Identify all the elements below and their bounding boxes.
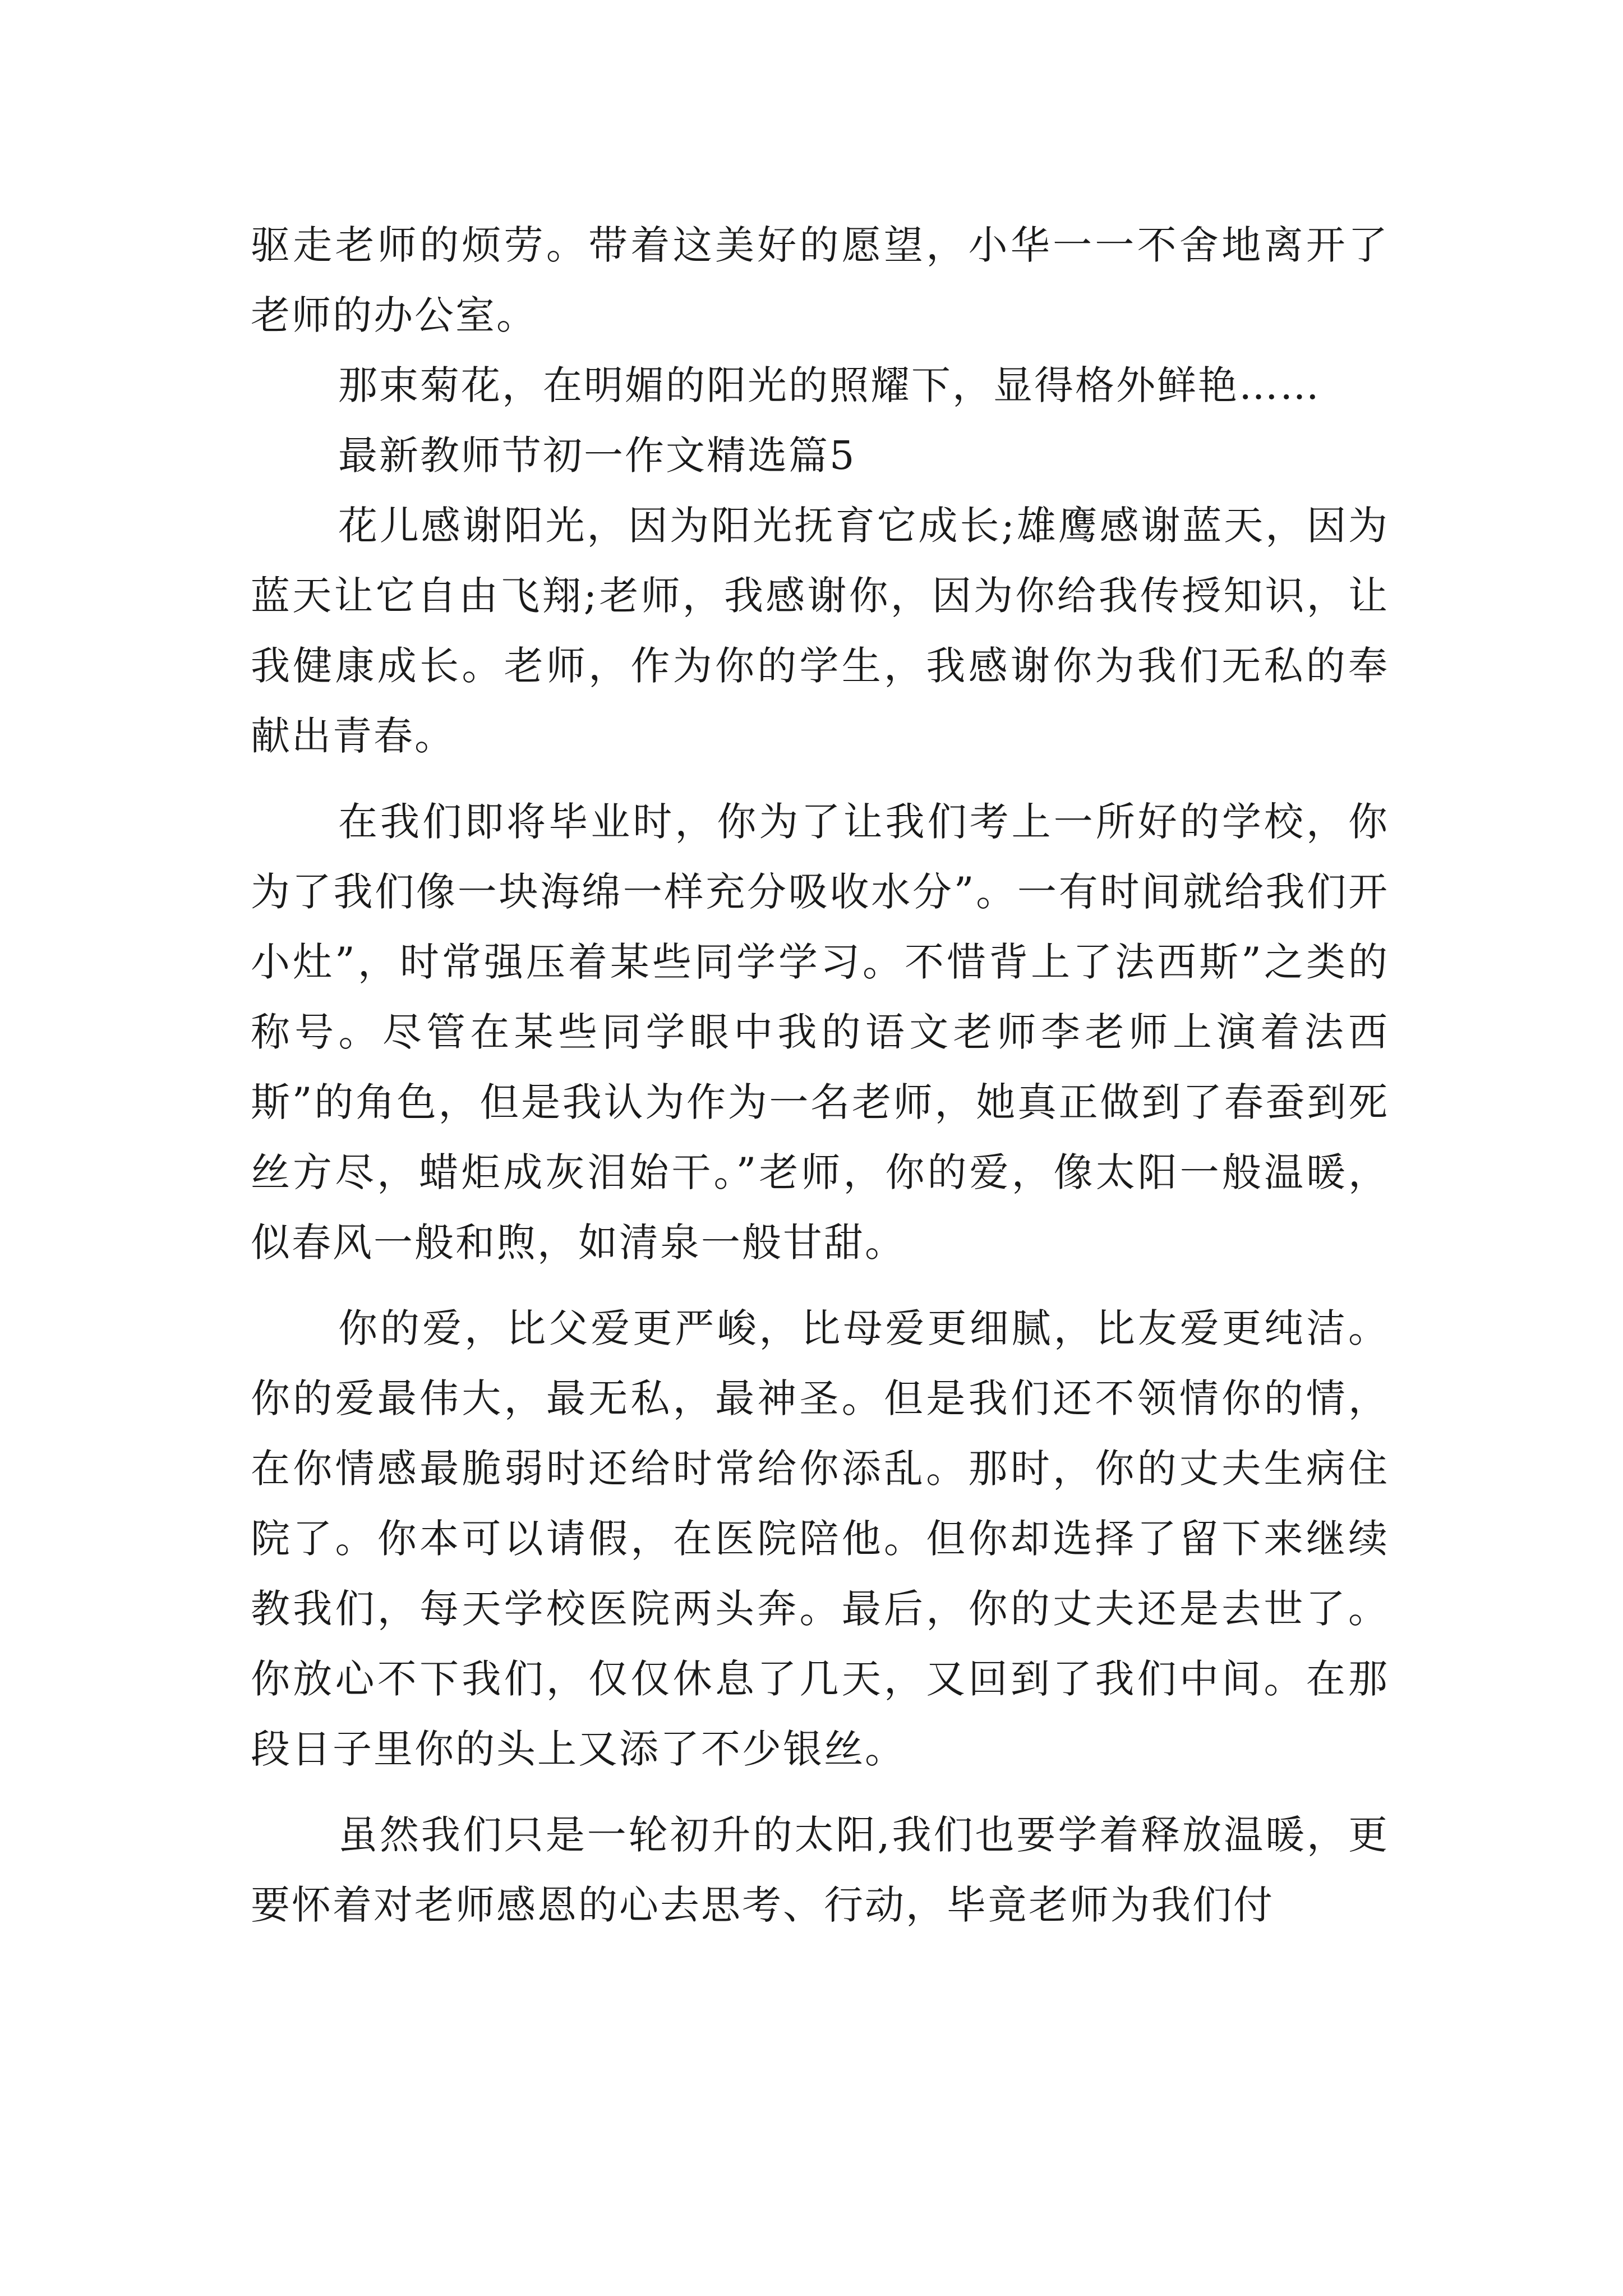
paragraph-chrysanthemum: 那束菊花，在明媚的阳光的照耀下，显得格外鲜艳…… <box>338 362 1321 408</box>
document-body <box>251 210 1389 1940</box>
paragraph-graduation: 在我们即将毕业时，你为了让我们考上一所好的学校，你为了我们像一块海绵一样充分吸收水分”。一有时间就给我们开小灶”，时常强压着某些同学学习。不惜背上了法西斯”之类的称号。尽管在某些同学眼中我的语文老师李老师上演着法西斯”的角色，但是我认为作为一名老师，她真正做到了春蚕到死丝方尽，蜡炬成灰泪始干。”老师，你的爱，像太阳一般温暖，似春风一般和煦，如清泉一般甘甜。 <box>251 799 1389 1266</box>
paragraph-continued: 驱走老师的烦劳。带着这美好的愿望，小华一一不舍地离开了老师的办公室。 <box>251 222 1389 338</box>
paragraph-teacher-love: 你的爱，比父爱更严峻，比母爱更细腻，比友爱更纯洁。你的爱最伟大，最无私，最神圣。但是我们还不领情你的情，在你情感最脆弱时还给时常给你添乱。那时，你的丈夫生病住院了。你本可以请假，在医院陪他。但你却选择了留下来继续教我们，每天学校医院两头奔。最后，你的丈夫还是去世了。你放心不下我们，仅仅休息了几天，又回到了我们中间。在那段日子里你的头上又添了不少银丝。 <box>251 1305 1389 1772</box>
paragraph-rising-sun: 虽然我们只是一轮初升的太阳,我们也要学着释放温暖，更要怀着对老师感恩的心去思考、行动，毕竟老师为我们付 <box>251 1812 1389 1928</box>
paragraph-gratitude: 花儿感谢阳光，因为阳光抚育它成长;雄鹰感谢蓝天，因为蓝天让它自由飞翔;老师，我感谢你，因为你给我传授知识，让我健康成长。老师，作为你的学生，我感谢你为我们无私的奉献出青春。 <box>251 503 1389 759</box>
section-heading: 最新教师节初一作文精选篇5 <box>338 432 856 478</box>
